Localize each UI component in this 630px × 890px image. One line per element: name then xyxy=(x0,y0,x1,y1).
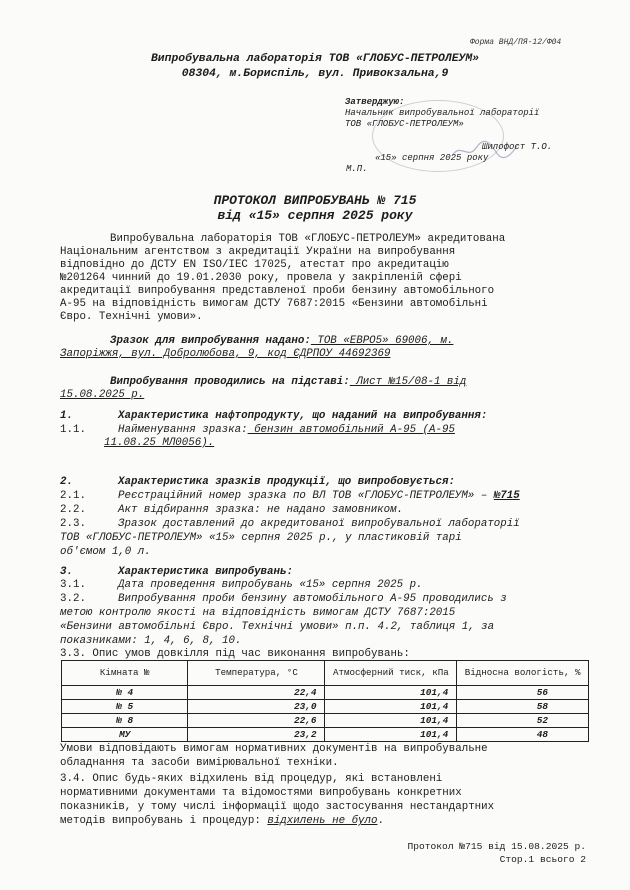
section-3-item-2 xyxy=(60,593,590,606)
form-code: Форма ВНД/ПЯ-12/Ф04 xyxy=(470,38,562,47)
col-header-humidity: Відносна вологість, % xyxy=(457,661,589,686)
item-2-2-number: 2.2. xyxy=(60,504,86,516)
item-3-4-line-4-text: методів випробувань і процедур: xyxy=(60,815,268,827)
item-3-1-number: 3.1. xyxy=(60,579,86,591)
item-2-1-value: №715 xyxy=(493,490,520,502)
basis-line-1 xyxy=(60,376,590,389)
item-2-3-number: 2.3. xyxy=(60,518,86,530)
item-3-4-line-1: 3.4. Опис будь-яких відхилень від процедур, які встановлені xyxy=(60,773,443,785)
footer-protocol-ref: Протокол №715 від 15.08.2025 р. xyxy=(407,841,586,852)
item-2-3-line-3: об'ємом 1,0 л. xyxy=(60,546,151,558)
basis-value-1: Лист №15/08-1 від xyxy=(349,376,467,388)
seal-mark: М.П. xyxy=(346,164,368,174)
section-2-item-3 xyxy=(60,518,590,531)
section-2-title: Характеристика зразків продукції, що випробовується: xyxy=(118,476,455,488)
item-3-4-line-4 xyxy=(60,815,590,828)
protocol-title: ПРОТОКОЛ ВИПРОБУВАНЬ № 715 xyxy=(213,193,417,208)
cell-humidity: 48 xyxy=(457,728,589,742)
conditions-line-2: обладнання та засоби вимірювальної техніки. xyxy=(60,757,339,769)
approval-signatory: Шилофост Т.О. xyxy=(482,142,553,152)
table-row xyxy=(62,686,589,700)
item-1-1-label: Найменування зразка: xyxy=(118,424,248,436)
item-2-1-number: 2.1. xyxy=(60,490,86,502)
sample-value-1: ТОВ «ЕВРО5» 69006, м. xyxy=(310,335,454,347)
intro-line-6: А-95 на відповідність вимогам ДСТУ 7687:2015 «Бензини автомобільні xyxy=(60,298,488,310)
item-1-1-number: 1.1. xyxy=(60,424,86,436)
cell-room: № 8 xyxy=(62,714,188,728)
item-2-3-line-1: Зразок доставлений до акредитованої випробувальної лабораторії xyxy=(118,518,520,530)
approval-date: «15» серпня 2025 року xyxy=(375,153,489,163)
section-1-number: 1. xyxy=(60,410,73,422)
cell-humidity: 58 xyxy=(457,700,589,714)
item-3-4-end: . xyxy=(377,815,384,827)
sample-value-2: Запоріжжя, вул. Добролюбова, 9, код ЄДРПОУ 44692369 xyxy=(60,348,391,360)
section-3-item-1 xyxy=(60,579,590,592)
footer-page-number: Стор.1 всього 2 xyxy=(499,854,586,865)
cell-temperature: 22,6 xyxy=(188,714,325,728)
table-row xyxy=(62,728,589,742)
item-3-1-text: Дата проведення випробувань «15» серпня 2025 р. xyxy=(118,579,423,591)
item-3-2-line-2: метою контролю якості на відповідність вимогам ДСТУ 7687:2015 xyxy=(60,607,456,619)
section-2-item-1 xyxy=(60,490,590,503)
cell-room: МУ xyxy=(62,728,188,742)
cell-pressure: 101,4 xyxy=(325,714,457,728)
col-header-temperature: Температура, °С xyxy=(188,661,325,686)
item-3-2-number: 3.2. xyxy=(60,593,86,605)
table-row xyxy=(62,700,589,714)
cell-pressure: 101,4 xyxy=(325,686,457,700)
section-3-number: 3. xyxy=(60,566,73,578)
approval-position-1: Начальник випробувальної лабораторії xyxy=(345,108,540,118)
cell-pressure: 101,4 xyxy=(325,700,457,714)
conditions-line-1: Умови відповідають вимогам нормативних документів на випробувальне xyxy=(60,743,488,755)
item-2-3-line-2: ТОВ «ГЛОБУС-ПЕТРОЛЕУМ» «15» серпня 2025 р., у пластиковій тарі xyxy=(60,532,462,544)
intro-line-3: відповідно до ДСТУ EN ISO/IEC 17025, атестат про акредитацію xyxy=(60,259,449,271)
item-3-2-line-4: показниками: 1, 4, 6, 8, 10. xyxy=(60,635,242,647)
section-2-number: 2. xyxy=(60,476,73,488)
approval-title: Затверджую: xyxy=(345,97,405,107)
item-1-1-value-2: 11.08.25 МЛ0056). xyxy=(104,437,215,449)
item-3-4-value: відхилень не було xyxy=(267,815,378,827)
item-3-2-line-1: Випробування проби бензину автомобільного А-95 проводились з xyxy=(118,593,507,605)
basis-value-2: 15.08.2025 р. xyxy=(60,389,145,401)
section-1-heading xyxy=(60,410,590,423)
item-1-1-value-1: бензин автомобільний А-95 (А-95 xyxy=(247,424,455,436)
item-3-4-line-2: нормативними документами та відомостями випробувань конкретних xyxy=(60,787,462,799)
intro-line-4: №201264 чинний до 19.01.2030 року, провела у закріпленій сфері xyxy=(60,272,462,284)
sample-line-1 xyxy=(60,335,590,348)
lab-name: Випробувальна лабораторія ТОВ «ГЛОБУС-ПЕТРОЛЕУМ» xyxy=(150,53,480,65)
cell-temperature: 23,0 xyxy=(188,700,325,714)
cell-temperature: 22,4 xyxy=(188,686,325,700)
cell-pressure: 101,4 xyxy=(325,728,457,742)
section-3-heading xyxy=(60,566,590,579)
col-header-pressure: Атмосферний тиск, кПа xyxy=(325,661,457,686)
section-1-item xyxy=(60,424,590,437)
cell-humidity: 56 xyxy=(457,686,589,700)
sample-label: Зразок для випробування надано: xyxy=(110,335,311,347)
section-1-title: Характеристика нафтопродукту, що наданий на випробування: xyxy=(118,410,488,422)
item-3-2-line-3: «Бензини автомобільні Євро. Технічні умови» п.п. 4.2, таблиця 1, за xyxy=(60,621,495,633)
protocol-date: від «15» серпня 2025 року xyxy=(217,208,413,223)
cell-room: № 4 xyxy=(62,686,188,700)
table-header-row xyxy=(62,661,589,686)
cell-temperature: 23,2 xyxy=(188,728,325,742)
intro-line-7: Євро. Технічні умови». xyxy=(60,311,203,323)
table-row xyxy=(62,714,589,728)
section-3-title: Характеристика випробувань: xyxy=(118,566,293,578)
col-header-room: Кімната № xyxy=(62,661,188,686)
section-2-item-2 xyxy=(60,504,590,517)
intro-line-2: Національним агентством з акредитації України на випробування xyxy=(60,246,456,258)
item-3-3-text: 3.3. Опис умов довкілля під час виконання випробувань: xyxy=(60,648,410,660)
item-3-4-line-3: показників, у тому числі інформації щодо застосування нестандартних xyxy=(60,801,495,813)
basis-label: Випробування проводились на підставі: xyxy=(110,376,350,388)
intro-line-1: Випробувальна лабораторія ТОВ «ГЛОБУС-ПЕТРОЛЕУМ» акредитована xyxy=(110,233,506,245)
item-2-1-text: Реєстраційний номер зразка по ВЛ ТОВ «ГЛОБУС-ПЕТРОЛЕУМ» – xyxy=(118,490,494,502)
section-2-heading xyxy=(60,476,590,489)
cell-room: № 5 xyxy=(62,700,188,714)
lab-address: 08304, м.Бориспіль, вул. Привокзальна,9 xyxy=(181,68,449,80)
environment-conditions-table xyxy=(61,660,589,742)
cell-humidity: 52 xyxy=(457,714,589,728)
approval-position-2: ТОВ «ГЛОБУС-ПЕТРОЛЕУМ» xyxy=(345,119,464,129)
item-2-2-text: Акт відбирання зразка: не надано замовником. xyxy=(118,504,404,516)
intro-line-5: акредитації випробування представленої проби бензину автомобільного xyxy=(60,285,495,297)
